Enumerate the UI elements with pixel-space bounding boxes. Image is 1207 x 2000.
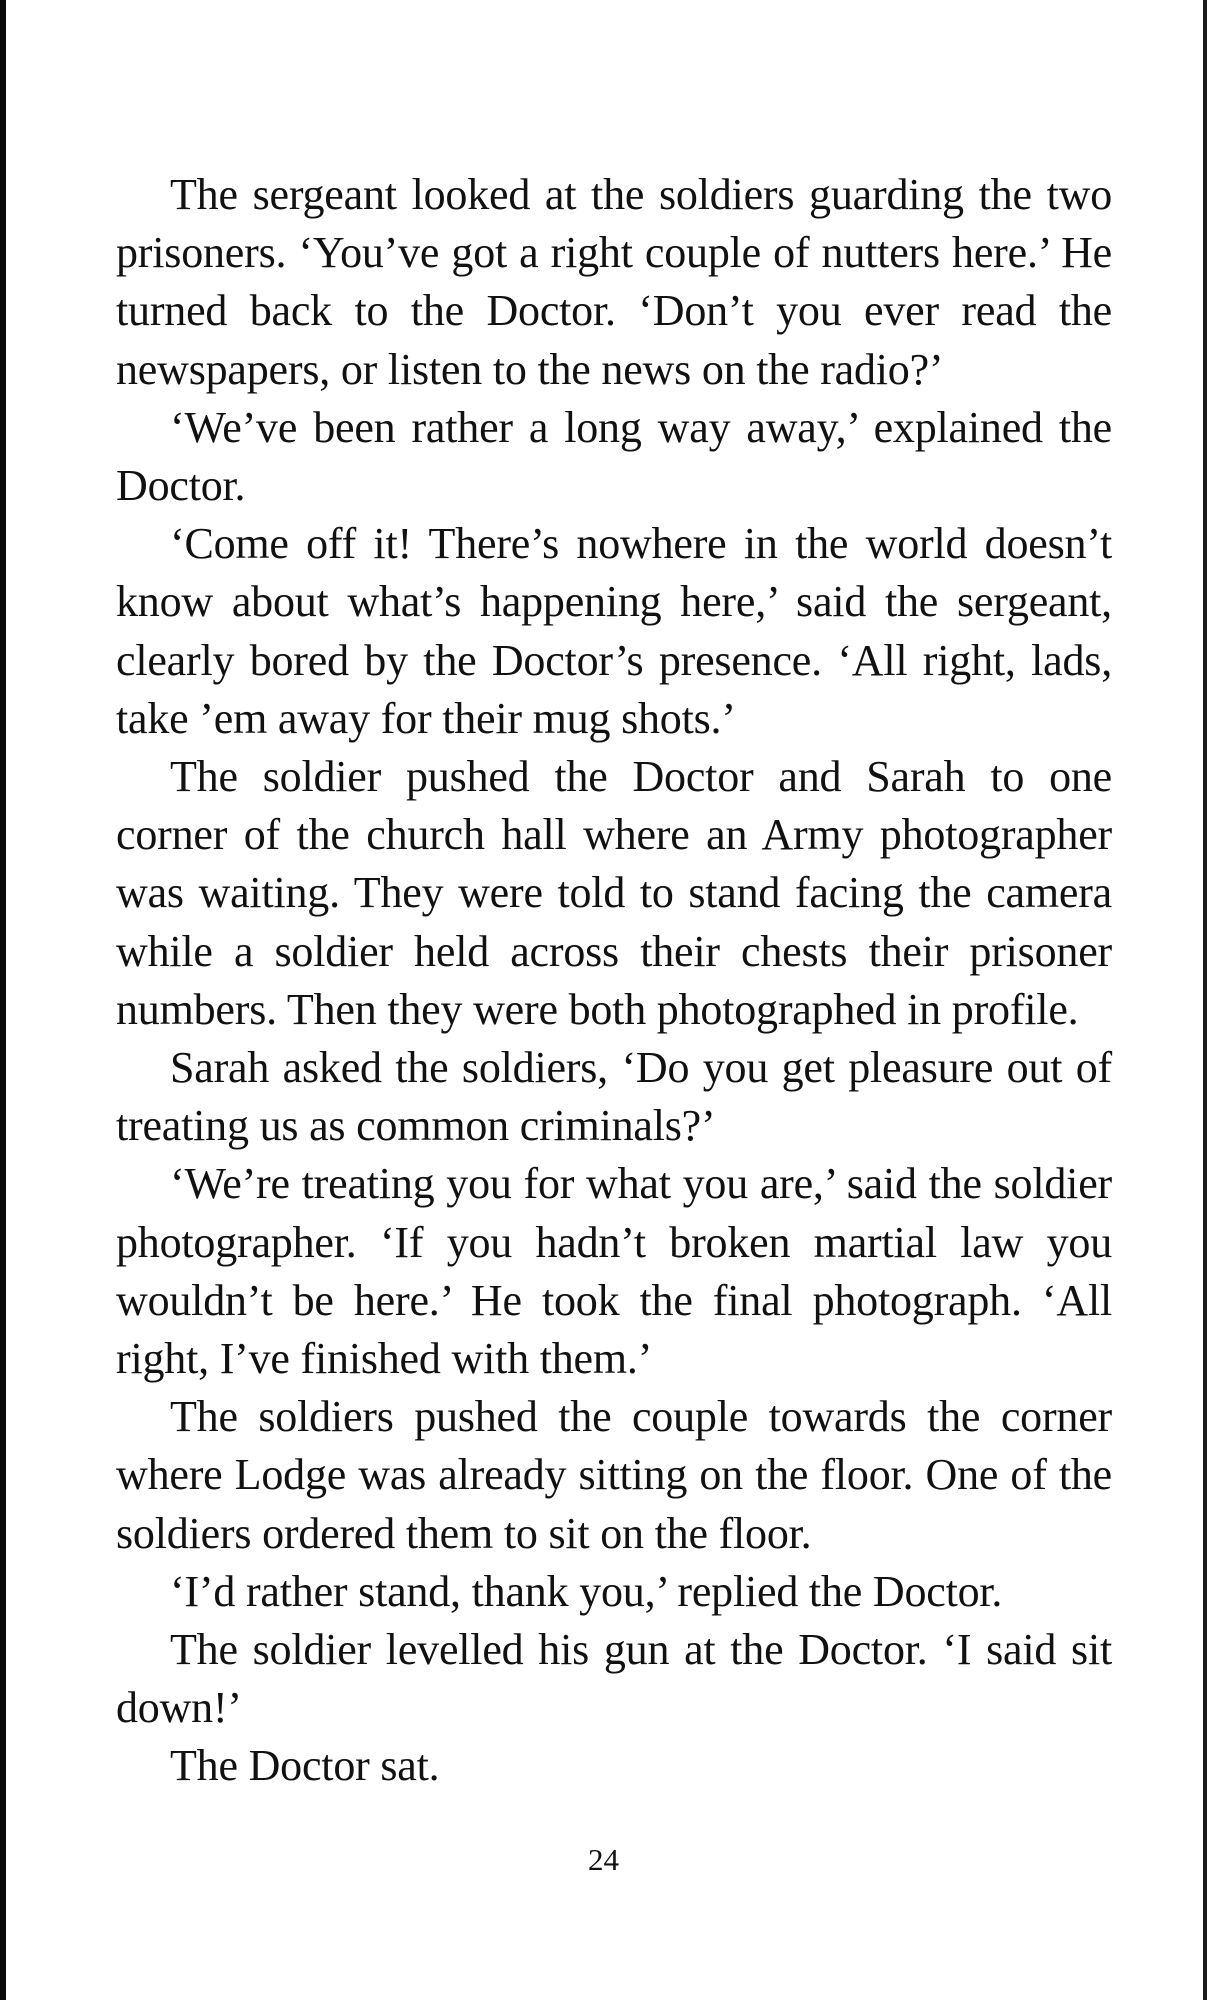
paragraph: The soldier levelled his gun at the Doctor. ‘I said sit down!’: [116, 1625, 1112, 1733]
paragraph: Sarah asked the soldiers, ‘Do you get pleasure out of treating us as common criminals?’: [116, 1043, 1112, 1151]
page-edge-left: [0, 0, 6, 2000]
paragraph: The soldiers pushed the couple towards the corner where Lodge was already sitting on the floor. One of the soldiers ordered them to sit on the floor.: [116, 1392, 1112, 1558]
paragraph: ‘We’re treating you for what you are,’ said the soldier photographer. ‘If you hadn’t broken martial law you wouldn’t be here.’ He took the final photograph. ‘All right, I’ve finished with them.’: [116, 1159, 1112, 1384]
paragraph: The sergeant looked at the soldiers guarding the two prisoners. ‘You’ve got a right couple of nutters here.’ He turned back to the Doctor. ‘Don’t you ever read the newspapers, or listen to the news on the radio?’: [116, 170, 1112, 394]
paragraph: ‘Come off it! There’s nowhere in the world doesn’t know about what’s happening here,’ said the sergeant, clearly bored by the Doctor’s presence. ‘All right, lads, take ’em away for their mug shots.’: [116, 519, 1112, 743]
body-text: [116, 166, 1112, 1796]
paragraph: ‘I’d rather stand, thank you,’ replied the Doctor.: [170, 1566, 1003, 1616]
paragraph: The Doctor sat.: [170, 1741, 440, 1791]
paragraph: The soldier pushed the Doctor and Sarah to one corner of the church hall where an Army photographer was waiting. They were told to stand facing the camera while a soldier held across their chests their prisoner numbers. Then they were both photographed in profile.: [116, 752, 1112, 1034]
paragraph: ‘We’ve been rather a long way away,’ explained the Doctor.: [116, 402, 1112, 511]
page-number: 24: [588, 1842, 619, 1877]
page-edge-right: [1203, 0, 1207, 2000]
